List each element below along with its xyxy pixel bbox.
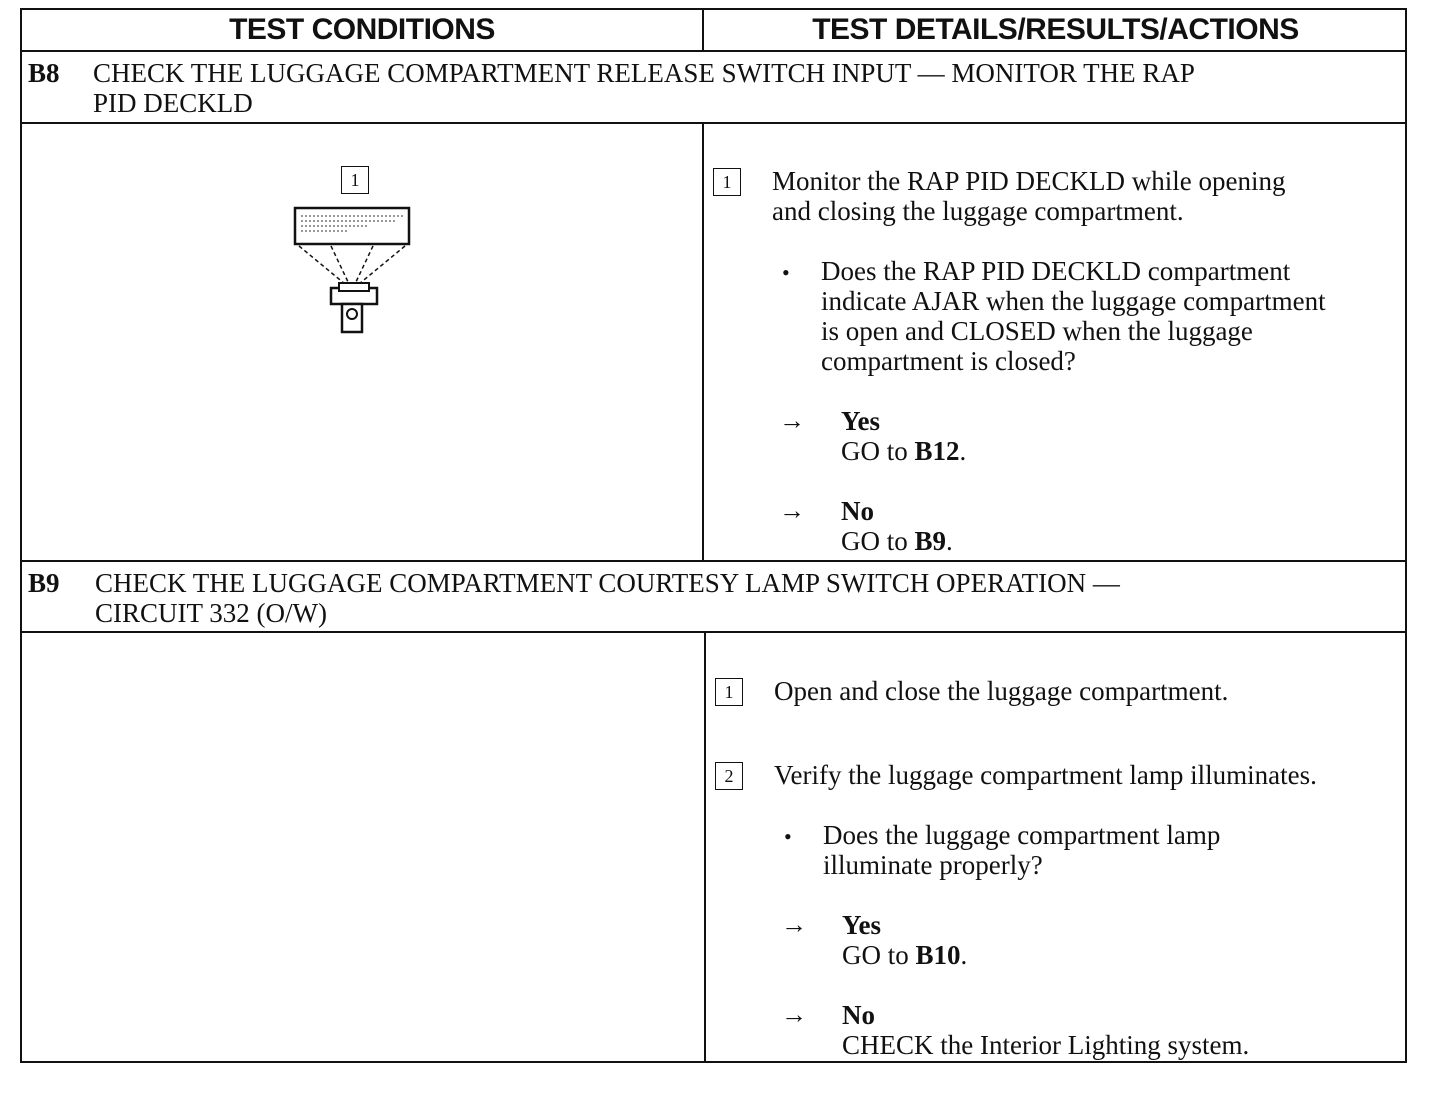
b8-question-line3: is open and CLOSED when the luggage [821,316,1253,346]
b8-yes-label: Yes [841,406,880,436]
b9-yes-action-period: . [960,940,968,970]
header-test-details: TEST DETAILS/RESULTS/ACTIONS [812,13,1299,46]
b8-yes-action-period: . [959,436,967,466]
section-title-b9-line1: CHECK THE LUGGAGE COMPARTMENT COURTESY LAMP SWITCH OPERATION — [95,568,1120,598]
section-title-b9 [95,568,1395,628]
b8-title-bottom-rule [22,122,1405,124]
b9-yes-label: Yes [842,910,881,940]
b9-question-bullet: • [784,824,792,849]
b9-column-divider [704,631,706,1063]
b8-step-1-text [772,166,1392,226]
b9-question [823,820,1383,880]
b9-step-1-box: 1 [715,678,743,706]
b8-no-result [841,496,953,556]
b8-question-line1: Does the RAP PID DECKLD compartment [821,256,1291,286]
diagnostic-test-table [20,8,1407,1063]
section-id-b8: B8 [28,58,60,88]
b8-yes-result [841,406,966,466]
b9-no-arrow: → [781,1000,807,1029]
b9-step-2-text: Verify the luggage compartment lamp illuminates. [774,760,1317,790]
b8-yes-goto-link[interactable]: B12 [914,436,960,466]
b8-no-arrow: → [779,496,805,525]
b9-yes-goto-link[interactable]: B10 [915,940,961,970]
b8-step-1-box: 1 [713,168,741,196]
b8-question [821,256,1401,376]
b8-no-label: No [841,496,874,526]
section-title-b9-line2: CIRCUIT 332 (O/W) [95,598,327,628]
b9-no-action: CHECK the Interior Lighting system. [842,1030,1250,1060]
scan-tool-screen-icon [295,208,409,244]
b9-question-line1: Does the luggage compartment lamp [823,820,1221,850]
b8-yes-action-text: GO to [841,436,915,466]
b9-no-result [842,1000,1249,1060]
scan-tool-connector-diagram [287,202,417,334]
section-title-b8 [93,58,1393,118]
section-title-b8-line2: PID DECKLD [93,88,253,118]
b8-yes-action [841,436,966,466]
header-test-conditions: TEST CONDITIONS [229,13,495,46]
header-divider [702,10,704,50]
section-title-b8-line1: CHECK THE LUGGAGE COMPARTMENT RELEASE SWITCH INPUT — MONITOR THE RAP [93,58,1195,88]
header-bottom-rule [22,50,1405,52]
b8-yes-arrow: → [779,406,805,435]
b9-no-label: No [842,1000,875,1030]
b8-question-line4: compartment is closed? [821,346,1076,376]
b8-no-goto-link[interactable]: B9 [914,526,947,556]
b9-question-line2: illuminate properly? [823,850,1043,880]
b9-yes-action-text: GO to [842,940,916,970]
b9-title-bottom-rule [22,631,1405,633]
b8-diagram-step-box: 1 [341,166,369,194]
b8-question-bullet: • [782,260,790,285]
b8-question-line2: indicate AJAR when the luggage compartment [821,286,1326,316]
b9-step-1-text: Open and close the luggage compartment. [774,676,1229,706]
b8-bottom-rule [22,560,1405,562]
b8-step-1-line1: Monitor the RAP PID DECKLD while opening [772,166,1286,196]
section-id-b9: B9 [28,568,60,598]
b8-no-action-period: . [946,526,953,556]
b9-yes-result [842,910,967,970]
b9-step-2-box: 2 [715,762,743,790]
b8-no-action [841,526,953,556]
b8-no-action-text: GO to [841,526,915,556]
b9-yes-arrow: → [781,910,807,939]
b8-column-divider [702,122,704,560]
b9-yes-action [842,940,967,970]
b8-step-1-line2: and closing the luggage compartment. [772,196,1184,226]
